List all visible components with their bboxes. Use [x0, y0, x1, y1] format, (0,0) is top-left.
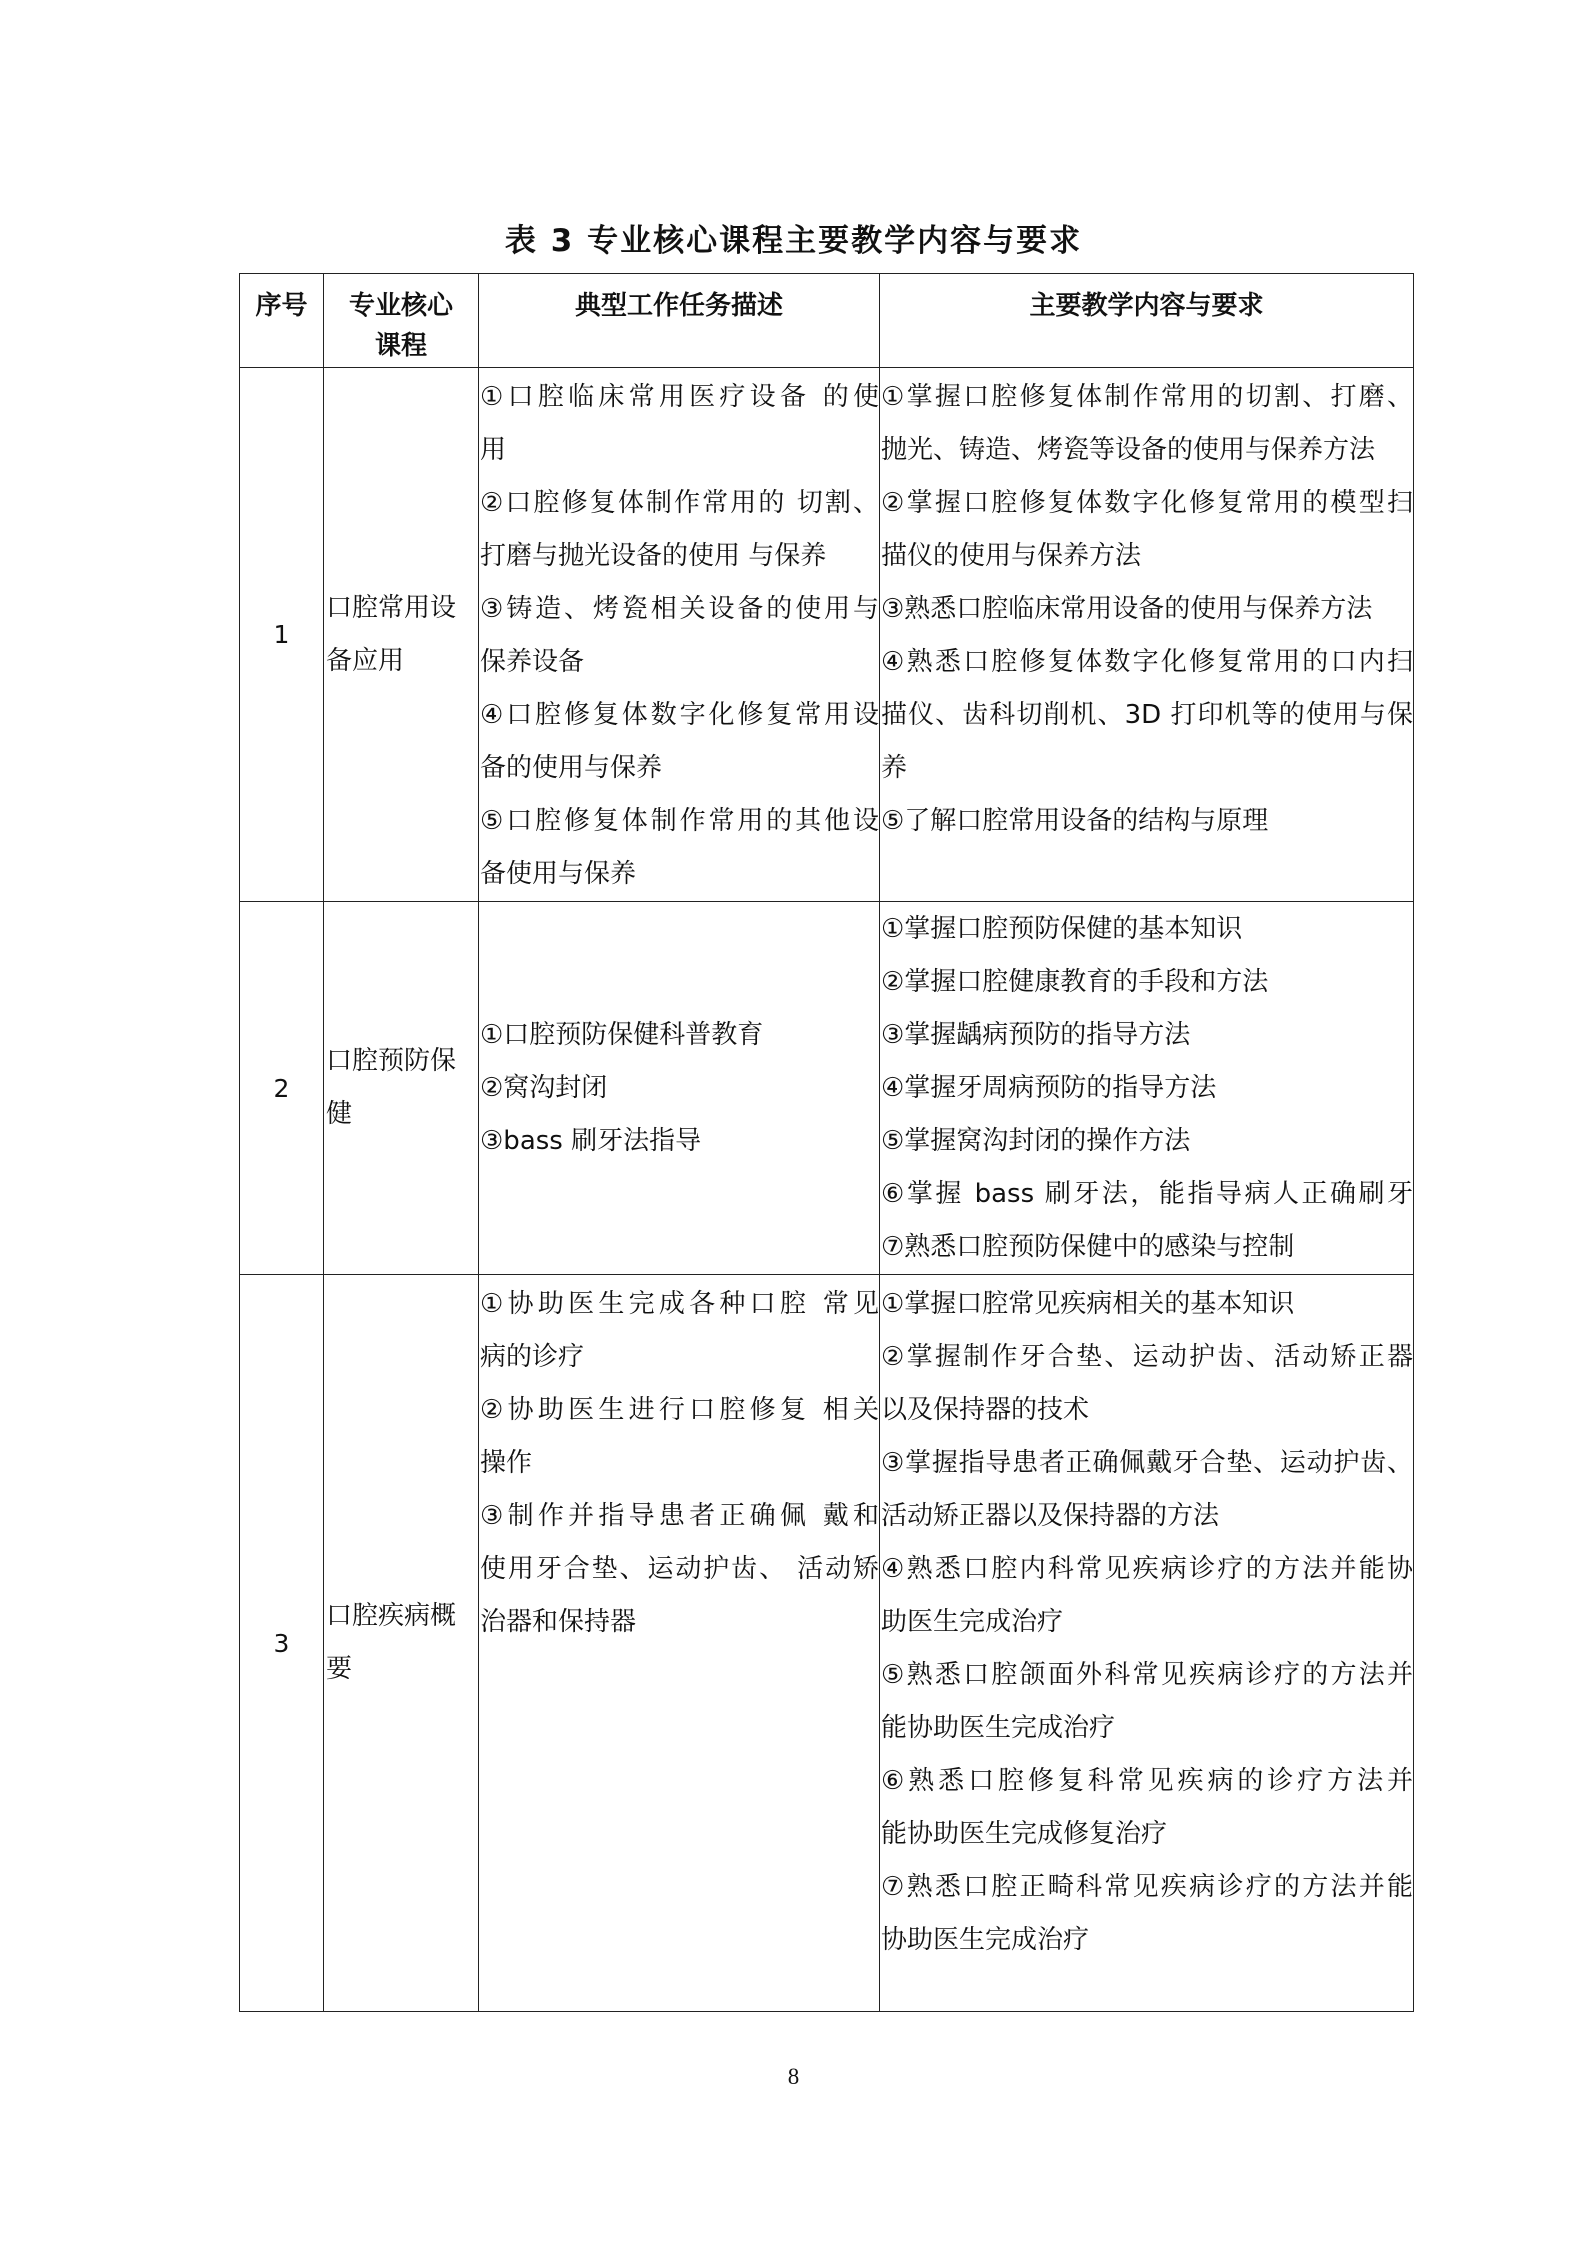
content-line: ②掌握制作牙合垫、运动护齿、活动矫正器 — [881, 1342, 1413, 1372]
task-line: ④口腔修复体数字化修复常用设 — [480, 700, 879, 730]
content-line: ④熟悉口腔内科常见疾病诊疗的方法并能协 — [881, 1554, 1413, 1584]
task-line: 操作 — [480, 1448, 533, 1478]
content-line: ④掌握牙周病预防的指导方法 — [881, 1072, 1217, 1103]
course-name-line: 备应用 — [326, 645, 405, 676]
content-line: 描仪的使用与保养方法 — [881, 541, 1142, 571]
task-line: ③铸造、烤瓷相关设备的使用与 — [480, 594, 879, 624]
table-title: 表 3 专业核心课程主要教学内容与要求 — [504, 223, 1083, 259]
content-line: 助医生完成治疗 — [881, 1607, 1064, 1637]
task-line: ②协助医生进行口腔修复 相关 — [480, 1395, 879, 1425]
course-name-line: 口腔预防保 — [326, 1046, 457, 1076]
teaching-content-cell — [880, 902, 1414, 1275]
row-index: 3 — [240, 1275, 324, 2012]
table-header-row — [240, 274, 1414, 368]
task-line: ②窝沟封闭 — [480, 1072, 608, 1103]
content-line: ①掌握口腔常见疾病相关的基本知识 — [881, 1289, 1295, 1319]
content-line: ⑥掌握 bass 刷牙法，能指导病人正确刷牙 — [881, 1178, 1413, 1209]
content-line: ⑤掌握窝沟封闭的操作方法 — [881, 1125, 1191, 1156]
task-line: 保养设备 — [480, 647, 585, 677]
task-line: 治器和保持器 — [480, 1607, 637, 1637]
task-line: 备的使用与保养 — [480, 753, 663, 783]
teaching-content-cell — [880, 1275, 1414, 2012]
task-line: ③bass 刷牙法指导 — [480, 1125, 702, 1156]
task-line: 使用牙合垫、运动护齿、 活动矫 — [480, 1554, 879, 1584]
header-index: 序号 — [240, 274, 324, 368]
course-name-line: 口腔常用设 — [326, 592, 457, 623]
content-line: ⑤了解口腔常用设备的结构与原理 — [881, 806, 1269, 836]
content-line: 养 — [881, 753, 908, 783]
content-line: ⑦熟悉口腔正畸科常见疾病诊疗的方法并能 — [881, 1872, 1413, 1902]
page-number: 8 — [787, 2064, 800, 2089]
task-line: 打磨与抛光设备的使用 与保养 — [480, 541, 827, 571]
teaching-content-cell — [880, 368, 1414, 902]
content-line: ③掌握龋病预防的指导方法 — [881, 1019, 1191, 1050]
content-line: 协助医生完成治疗 — [881, 1925, 1090, 1955]
header-tasks: 典型工作任务描述 — [479, 274, 880, 368]
table-row — [240, 368, 1414, 902]
course-name-line: 健 — [326, 1099, 353, 1129]
content-line: ③熟悉口腔临床常用设备的使用与保养方法 — [881, 594, 1373, 624]
task-line: 用 — [480, 435, 507, 465]
content-line: ②掌握口腔健康教育的手段和方法 — [881, 966, 1269, 997]
content-line: 能协助医生完成治疗 — [881, 1713, 1116, 1743]
content-line: ①掌握口腔预防保健的基本知识 — [881, 913, 1243, 944]
header-content: 主要教学内容与要求 — [880, 274, 1414, 368]
content-line: 以及保持器的技术 — [881, 1395, 1090, 1425]
table-row — [240, 1275, 1414, 2012]
task-line: 病的诊疗 — [480, 1342, 585, 1372]
content-line: ④熟悉口腔修复体数字化修复常用的口内扫 — [881, 647, 1413, 677]
content-line: ①掌握口腔修复体制作常用的切割、打磨、 — [881, 382, 1413, 412]
course-name-cell — [324, 1275, 479, 2012]
row-index: 1 — [240, 368, 324, 902]
task-line: ⑤口腔修复体制作常用的其他设 — [480, 806, 879, 836]
content-line: 抛光、铸造、烤瓷等设备的使用与保养方法 — [881, 435, 1376, 465]
task-description-cell — [479, 368, 880, 902]
content-line: 活动矫正器以及保持器的方法 — [881, 1501, 1220, 1531]
task-line: ①口腔预防保健科普教育 — [480, 1019, 764, 1050]
content-line: ⑥熟悉口腔修复科常见疾病的诊疗方法并 — [881, 1766, 1413, 1796]
task-line: ③制作并指导患者正确佩 戴和 — [480, 1501, 879, 1531]
header-course-line2: 课程 — [374, 331, 427, 361]
task-line: ①口腔临床常用医疗设备 的使 — [480, 382, 879, 412]
task-line: 备使用与保养 — [480, 859, 637, 889]
task-line: ①协助医生完成各种口腔 常见 — [480, 1289, 879, 1319]
course-name-cell — [324, 368, 479, 902]
task-line: ②口腔修复体制作常用的 切割、 — [480, 488, 879, 518]
course-name-line: 口腔疾病概 — [326, 1601, 457, 1631]
content-line: ②掌握口腔修复体数字化修复常用的模型扫 — [881, 488, 1413, 518]
course-name-line: 要 — [326, 1654, 353, 1684]
course-name-cell — [324, 902, 479, 1275]
header-course — [324, 274, 479, 368]
content-line: 描仪、齿科切削机、3D 打印机等的使用与保 — [881, 700, 1413, 730]
content-line: ⑦熟悉口腔预防保健中的感染与控制 — [881, 1231, 1295, 1262]
header-course-line1: 专业核心 — [348, 291, 453, 321]
table-row — [240, 902, 1414, 1275]
content-line: 能协助医生完成修复治疗 — [881, 1819, 1168, 1849]
task-description-cell — [479, 902, 880, 1275]
content-line: ⑤熟悉口腔颌面外科常见疾病诊疗的方法并 — [881, 1660, 1413, 1690]
content-line: ③掌握指导患者正确佩戴牙合垫、运动护齿、 — [881, 1448, 1413, 1478]
core-course-table — [239, 273, 1414, 2012]
task-description-cell — [479, 1275, 880, 2012]
row-index: 2 — [240, 902, 324, 1275]
